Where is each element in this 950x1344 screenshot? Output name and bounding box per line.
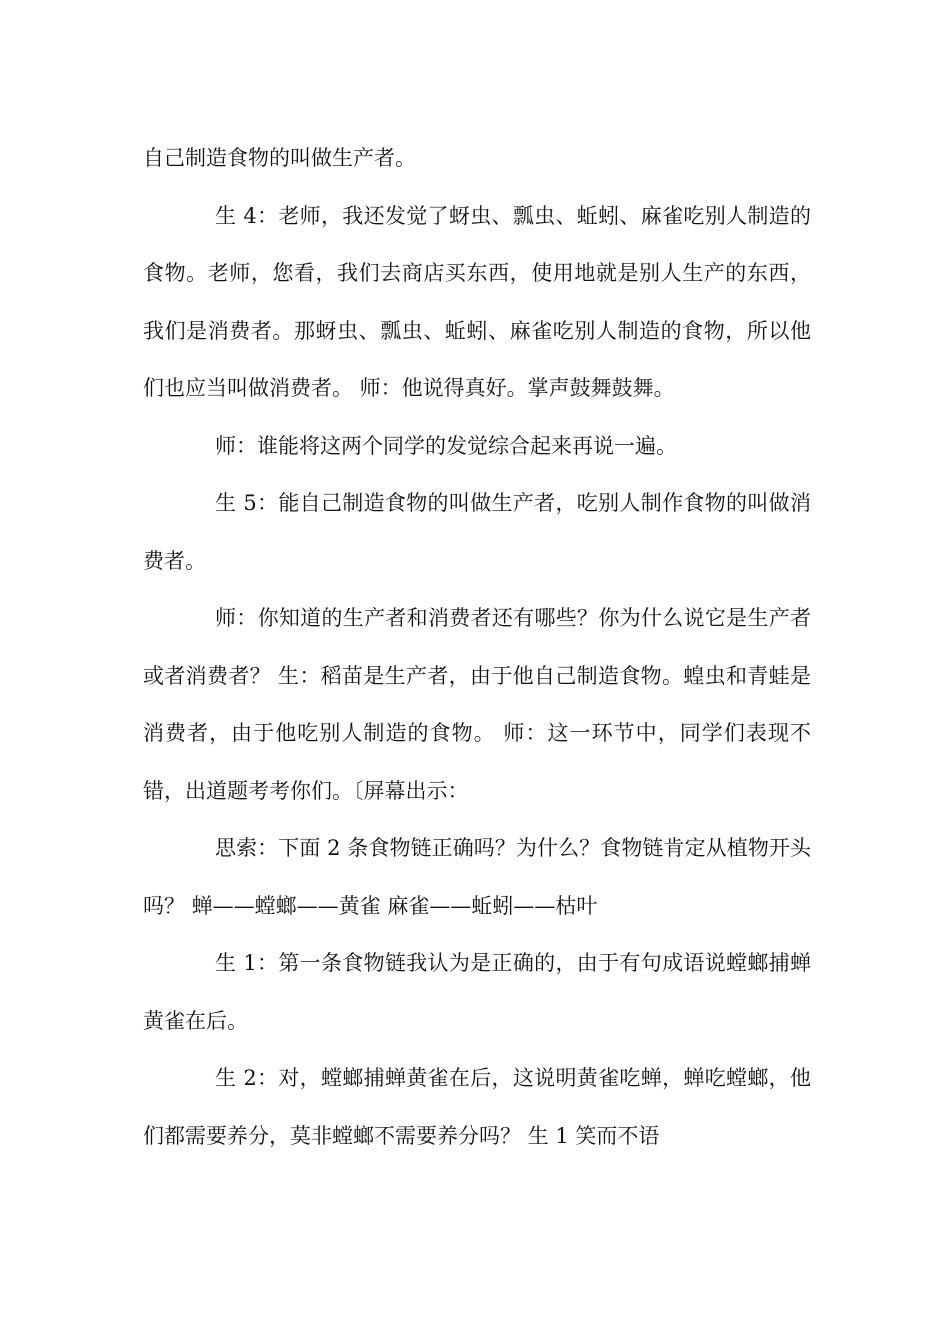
- paragraph-8: 生 2：对，螳螂捕蝉黄雀在后，这说明黄雀吃蝉，蝉吃螳螂，他们都需要养分，莫非螳螂不需要养分吗？ 生 1 笑而不语: [143, 1066, 811, 1148]
- paragraph-7: 生 1：第一条食物链我认为是正确的，由于有句成语说螳螂捕蝉黄雀在后。: [143, 951, 811, 1033]
- paragraph-4: 生 5：能自己制造食物的叫做生产者，吃别人制作食物的叫做消费者。: [143, 491, 811, 573]
- paragraph-3: 师：谁能将这两个同学的发觉综合起来再说一遍。: [215, 433, 677, 458]
- paragraph-6: 思索：下面 2 条食物链正确吗？为什么？食物链肯定从植物开头吗？ 蝉——螳螂——黄雀 麻雀——蚯蚓——枯叶: [143, 836, 811, 918]
- paragraph-2: 生 4：老师，我还发觉了蚜虫、瓢虫、蚯蚓、麻雀吃别人制造的食物。老师，您看，我们去商店买东西，使用地就是别人生产的东西，我们是消费者。那蚜虫、瓢虫、蚯蚓、麻雀吃别人制造的食物，所以他们也应当叫做消费者。 师：他说得真好。掌声鼓舞鼓舞。: [143, 203, 811, 400]
- document-body: [143, 130, 811, 1165]
- paragraph-1: 自己制造食物的叫做生产者。: [143, 146, 416, 170]
- paragraph-5: 师：你知道的生产者和消费者还有哪些？你为什么说它是生产者或者消费者？ 生：稻苗是生产者，由于他自己制造食物。蝗虫和青蛙是消费者，由于他吃别人制造的食物。 师：这一环节中，同学们表现不错，出道题考考你们。〔屏幕出示：: [143, 606, 811, 803]
